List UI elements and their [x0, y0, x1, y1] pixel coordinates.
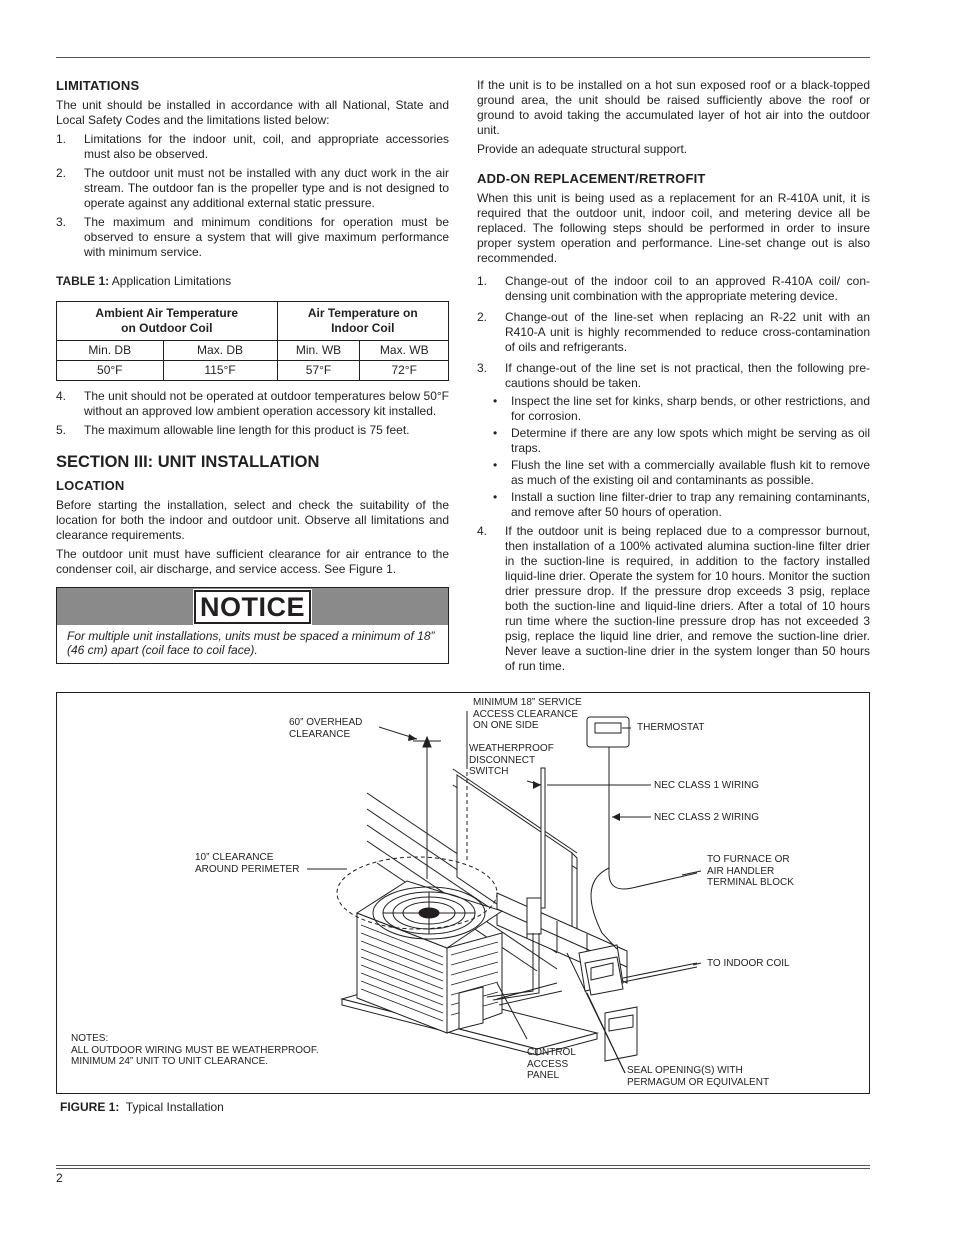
footer-rule [56, 1168, 870, 1169]
perimeter-clearance-label: 10” CLEARANCE AROUND PERIMETER [195, 852, 300, 875]
notice-header [57, 588, 448, 625]
table-group-header: Air Temperature on Indoor Coil [277, 302, 448, 341]
list-item: 5. The maximum allowable line length for this product is 75 feet. [56, 423, 410, 437]
table-header-cell: Min. WB [277, 341, 360, 361]
typical-installation-figure [56, 692, 870, 1094]
nec-class-1-label: NEC CLASS 1 WIRING [654, 780, 760, 791]
section-heading: SECTION III: UNIT INSTALLATION [56, 453, 320, 471]
limitations-list-continued [56, 389, 449, 438]
disconnect-switch-box [527, 898, 541, 934]
limitations-intro: The unit should be installed in accordance with all National, State and Local Safety Codes and the limitations listed below: [56, 98, 449, 127]
location-paragraph: The outdoor unit must have sufficient clearance for air entrance to the condenser coil, air discharge, and service access. See Figure 1. [56, 547, 449, 576]
location-heading: LOCATION [56, 478, 125, 493]
disconnect-switch-label: WEATHERPROOF DISCONNECT SWITCH [469, 743, 554, 777]
location-paragraph: Before starting the installation, select and check the suitability of the location for both the indoor and outdoor unit. Observe all limitations and clearance requirements. [56, 498, 449, 542]
limitations-heading: LIMITATIONS [56, 78, 140, 93]
footer-rule [56, 1165, 870, 1166]
furnace-label: TO FURNACE OR AIR HANDLER TERMINAL BLOCK [707, 854, 794, 888]
thermostat-label: THERMOSTAT [637, 722, 705, 733]
list-item: 1. Change-out of the indoor coil to an approved R-410A coil/ condensing unit combination with the appropriate metering device. [477, 274, 870, 303]
notice-title: NOTICE [194, 590, 311, 624]
list-item: • Inspect the line set for kinks, sharp bends, or other restrictions, and for corrosion. [493, 394, 870, 424]
table-row [57, 341, 449, 361]
application-limitations-table [56, 301, 449, 381]
page-number: 2 [56, 1171, 63, 1185]
header-rule [56, 57, 870, 58]
table-cell: 115°F [163, 361, 277, 381]
table-header-cell: Max. DB [163, 341, 277, 361]
right-column [477, 78, 870, 678]
table-cell: 72°F [360, 361, 449, 381]
list-item: • Flush the line set with a commercially available flush kit to remove as much of the existing oil and contaminants as possible. [493, 458, 870, 488]
service-clearance-label: MINIMUM 18” SERVICE ACCESS CLEARANCE ON ONE SIDE [473, 697, 582, 731]
list-item: • Install a suction line filter-drier to trap any remaining contaminants, and remove after 50 hours of operation. [493, 490, 870, 520]
indoor-coil-label: TO INDOOR COIL [707, 958, 790, 969]
precaution-bullets [493, 394, 870, 520]
overhead-clearance-label: 60” OVERHEAD CLEARANCE [289, 717, 363, 740]
support-paragraph: Provide an adequate structural support. [477, 142, 688, 156]
table-row [57, 361, 449, 381]
table-group-header: Ambient Air Temperature on Outdoor Coil [57, 302, 278, 341]
notes-label: NOTES: ALL OUTDOOR WIRING MUST BE WEATHERPROOF. MINIMUM 24” UNIT TO UNIT CLEARANCE. [71, 1033, 319, 1067]
table-caption: TABLE 1: Application Limitations [56, 274, 232, 288]
list-item: 2. Change-out of the line-set when replacing an R-22 unit with an R410-A unit is highly recommended to reduce cross-contamination of oils and refrigerants. [477, 310, 870, 354]
limitations-list [56, 132, 449, 260]
list-item: 4. If the outdoor unit is being replaced due to a compressor burnout, then installation of a 100% activated alumina suction-line filter drier in the suction-line is required, in addition to the factory installed liquid-line drier. Operate the system for 10 hours. Monitor the suction drier pressure drop. If the pressure drop exceeds 3 psig, replace both the suction-line and liquid-line driers. After a total of 10 hours run time where the suction-line pressure drop has not exceeded 3 psig, replace the liquid line drier, and remove the suction-line drier. Never leave a suction-line drier in the system longer than 50 hours of run time. [477, 524, 870, 673]
figure-caption: FIGURE 1: Typical Installation [60, 1100, 224, 1114]
roof-paragraph: If the unit is to be installed on a hot sun exposed roof or a black-topped ground area, the unit should be raised sufficiently above the roof or ground to avoid taking the accumulated layer of hot air into the outdoor unit. [477, 78, 870, 137]
retrofit-list [477, 274, 870, 391]
list-item: 2. The outdoor unit must not be installed with any duct work in the air stream. The outdoor fan is the propeller type and is not designed to operate against any additional external static pressure. [56, 166, 449, 210]
table-header-cell: Min. DB [57, 341, 164, 361]
notice-text: For multiple unit installations, units must be spaced a minimum of 18” (46 cm) apart (coil face to coil face). [67, 629, 435, 657]
control-access-panel-label: CONTROL ACCESS PANEL [527, 1047, 576, 1081]
table-header-cell: Max. WB [360, 341, 449, 361]
left-column [56, 78, 449, 664]
list-item: 3. If change-out of the line set is not practical, then the following precautions should be taken. [477, 361, 870, 390]
notice-box [56, 587, 449, 664]
table-cell: 50°F [57, 361, 164, 381]
list-item: • Determine if there are any low spots which might be serving as oil traps. [493, 426, 870, 456]
list-item: 3. The maximum and minimum conditions for operation must be observed to ensure a system that will give maximum performance with minimum service. [56, 215, 449, 259]
list-item: 1. Limitations for the indoor unit, coil, and appropriate accessories must also be observed. [56, 132, 449, 161]
retrofit-list-continued [477, 524, 870, 674]
table-cell: 57°F [277, 361, 360, 381]
seal-openings-label: SEAL OPENING(S) WITH PERMAGUM OR EQUIVALENT [627, 1065, 770, 1088]
list-item: 4. The unit should not be operated at outdoor temperatures below 50°F without an approved low ambient operation accessory kit installed. [56, 389, 449, 418]
nec-class-2-label: NEC CLASS 2 WIRING [654, 812, 760, 823]
addon-intro: When this unit is being used as a replacement for an R-410A unit, it is required that the outdoor unit, indoor coil, and metering device all be replaced. The following steps should be performed in order to insure proper system operation and performance. Line-set change out is also recommended. [477, 191, 870, 265]
addon-heading: ADD-ON REPLACEMENT/RETROFIT [477, 171, 706, 186]
